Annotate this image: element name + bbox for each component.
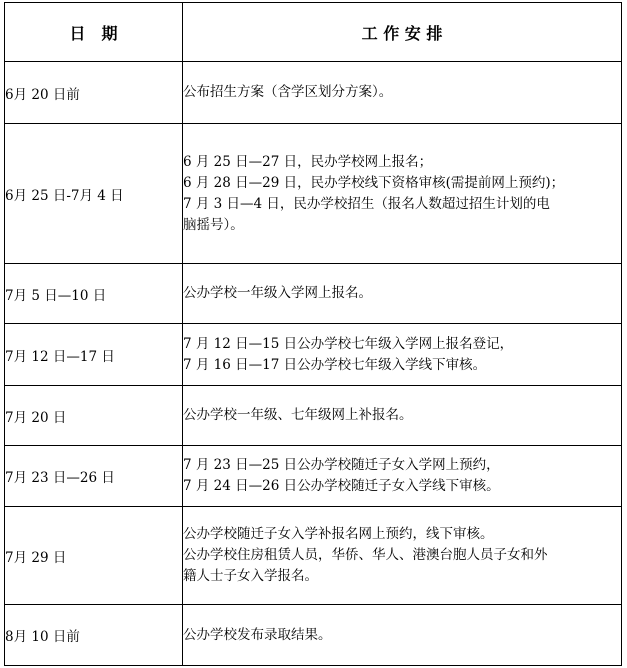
table-row: [5, 507, 622, 605]
table-row: [5, 446, 622, 507]
work-header-label: 工 作 安 排: [361, 23, 443, 43]
date-cell: 6月 20 日前: [5, 62, 183, 124]
work-line: 7 月 16 日—17 日公办学校七年级入学线下审核。: [183, 356, 487, 373]
table-row: [5, 264, 622, 324]
table-row: [5, 605, 622, 666]
work-cell: [183, 446, 622, 507]
work-cell: [183, 324, 622, 386]
date-cell: 7月 5 日—10 日: [5, 264, 183, 324]
work-line: 籍人士子女入学报名。: [183, 568, 318, 584]
work-line: 6 月 25 日—27 日，民办学校网上报名；: [183, 153, 433, 170]
date-header-label: 日 期: [69, 23, 118, 43]
work-line: 公办学校发布录取结果。: [183, 626, 332, 643]
work-line: 脑摇号）。: [183, 216, 244, 233]
date-column-header: [5, 3, 183, 62]
work-cell: [183, 507, 622, 605]
work-line: 公办学校随迁子女入学补报名网上预约，线下审核。: [183, 526, 494, 542]
work-line: 7 月 12 日—15 日公办学校七年级入学网上报名登记，: [183, 335, 514, 352]
date-cell: 7月 23 日—26 日: [5, 446, 183, 507]
date-cell: 6月 25 日-7月 4 日: [5, 124, 183, 264]
work-cell: [183, 386, 622, 446]
work-line: 7 月 3 日—4 日，民办学校招生（报名人数超过招生计划的电: [183, 195, 550, 212]
table-header-row: [5, 3, 622, 62]
work-cell: [183, 62, 622, 124]
date-cell: 7月 29 日: [5, 507, 183, 605]
date-cell: 7月 12 日—17 日: [5, 324, 183, 386]
date-cell: 8月 10 日前: [5, 605, 183, 666]
work-line: 7 月 23 日—25 日公办学校随迁子女入学网上预约，: [183, 457, 500, 473]
table-row: [5, 324, 622, 386]
table-row: [5, 124, 622, 264]
date-cell: 7月 20 日: [5, 386, 183, 446]
work-line: 公布招生方案（含学区划分方案）。: [183, 84, 393, 100]
work-cell: [183, 124, 622, 264]
enrollment-schedule-table: [4, 2, 622, 666]
work-cell: [183, 264, 622, 324]
work-line: 6 月 28 日—29 日，民办学校线下资格审核(需提前网上预约)；: [183, 174, 565, 191]
work-line: 7 月 24 日—26 日公办学校随迁子女入学线下审核。: [183, 478, 500, 494]
work-line: 公办学校住房租赁人员，华侨、华人、港澳台胞人员子女和外: [183, 547, 548, 563]
table-row: [5, 62, 622, 124]
work-column-header: [183, 3, 622, 62]
table-row: [5, 386, 622, 446]
work-line: 公办学校一年级、七年级网上补报名。: [183, 407, 413, 423]
work-line: 公办学校一年级入学网上报名。: [183, 285, 372, 301]
work-cell: [183, 605, 622, 666]
